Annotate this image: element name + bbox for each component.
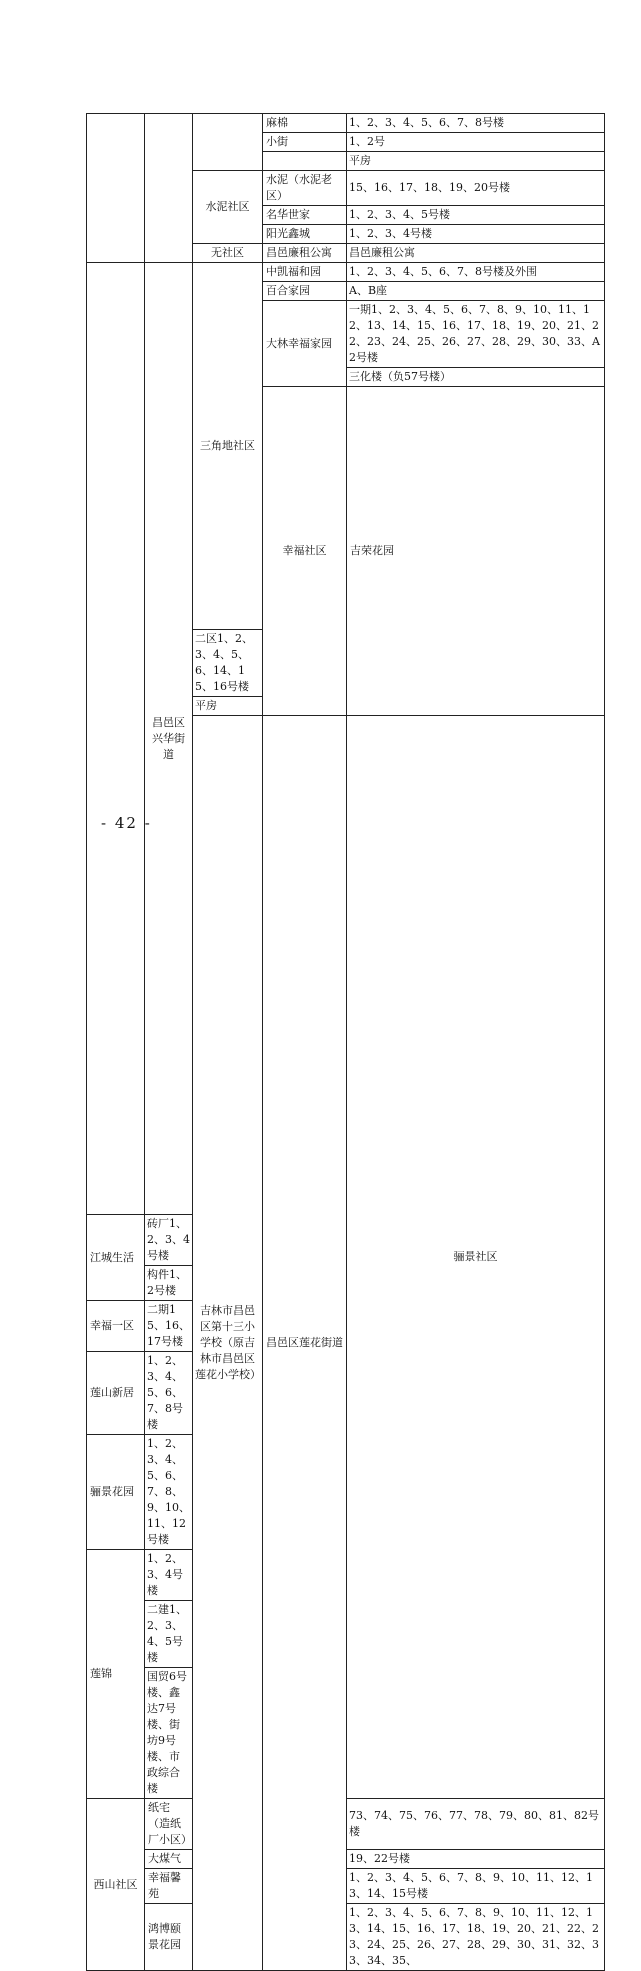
building-cell: 三化楼（负57号楼） bbox=[347, 368, 605, 387]
estate-cell: 水泥（水泥老区） bbox=[263, 171, 347, 206]
community-cell: 西山社区 bbox=[87, 1799, 145, 1971]
estate-cell: 幸福一区 bbox=[87, 1301, 145, 1352]
community-cell: 三角地社区 bbox=[193, 263, 263, 630]
building-cell: 19、22号楼 bbox=[347, 1850, 605, 1869]
estate-cell: 江城生活 bbox=[87, 1215, 145, 1301]
community-cell: 无社区 bbox=[193, 244, 263, 263]
building-cell: 二建1、2、3、4、5号楼 bbox=[145, 1601, 193, 1668]
estate-cell: 中凯福和园 bbox=[263, 263, 347, 282]
building-cell: 1、2、3、4、5、6、7、8、9、10、11、12号楼 bbox=[145, 1435, 193, 1550]
estate-cell: 阳光鑫城 bbox=[263, 225, 347, 244]
community-cell: 幸福社区 bbox=[263, 387, 347, 716]
building-cell: 昌邑廉租公寓 bbox=[347, 244, 605, 263]
building-cell: 1、2、3、4、5、6、7、8号楼 bbox=[145, 1352, 193, 1435]
page-number: - 42 - bbox=[101, 814, 152, 832]
estate-cell: 纸宅（造纸厂小区） bbox=[145, 1799, 193, 1850]
street-cell: 昌邑区兴华街道 bbox=[145, 263, 193, 1215]
building-cell: 1、2、3、4、5号楼 bbox=[347, 206, 605, 225]
school-cell bbox=[87, 263, 145, 1215]
building-cell: 构件1、2号楼 bbox=[145, 1266, 193, 1301]
table-row bbox=[87, 114, 605, 133]
school-cell: 吉林市昌邑区第十三小学校（原吉林市昌邑区莲花小学校） bbox=[193, 716, 263, 1971]
building-cell: 1、2、3、4、5、6、7、8、9、10、11、12、13、14、15号楼 bbox=[347, 1869, 605, 1904]
building-cell: 二区1、2、3、4、5、6、14、15、16号楼 bbox=[193, 630, 263, 697]
estate-cell: 麻棉 bbox=[263, 114, 347, 133]
building-cell: 1、2、3、4、5、6、7、8号楼及外围 bbox=[347, 263, 605, 282]
building-cell: 1、2、3、4、5、6、7、8、9、10、11、12、13、14、15、16、17、18、19、20、21、22、23、24、25、26、27、28、29、30、31、32、33、34、35、 bbox=[347, 1904, 605, 1971]
community-cell: 骊景社区 bbox=[347, 716, 605, 1799]
building-cell: 15、16、17、18、19、20号楼 bbox=[347, 171, 605, 206]
district-table bbox=[86, 113, 605, 1971]
building-cell: A、B座 bbox=[347, 282, 605, 301]
community-cell bbox=[193, 114, 263, 171]
table-row bbox=[87, 263, 605, 282]
estate-cell: 大林幸福家园 bbox=[263, 301, 347, 387]
estate-cell: 百合家园 bbox=[263, 282, 347, 301]
building-cell: 平房 bbox=[193, 697, 263, 716]
estate-cell: 小街 bbox=[263, 133, 347, 152]
building-cell: 平房 bbox=[347, 152, 605, 171]
estate-cell: 鸿博颐景花园 bbox=[145, 1904, 193, 1971]
street-cell bbox=[145, 114, 193, 263]
building-cell: 国贸6号楼、鑫达7号楼、街坊9号楼、市政综合楼 bbox=[145, 1668, 193, 1799]
estate-cell: 吉荣花园 bbox=[347, 387, 605, 716]
building-cell: 二期15、16、17号楼 bbox=[145, 1301, 193, 1352]
estate-cell: 名华世家 bbox=[263, 206, 347, 225]
building-cell: 砖厂1、2、3、4号楼 bbox=[145, 1215, 193, 1266]
building-cell: 一期1、2、3、4、5、6、7、8、9、10、11、12、13、14、15、16、17、18、19、20、21、22、23、24、25、26、27、28、29、30、33、A2号楼 bbox=[347, 301, 605, 368]
building-cell: 73、74、75、76、77、78、79、80、81、82号楼 bbox=[347, 1799, 605, 1850]
estate-cell: 莲锦 bbox=[87, 1550, 145, 1799]
community-cell: 水泥社区 bbox=[193, 171, 263, 244]
estate-cell: 大煤气 bbox=[145, 1850, 193, 1869]
estate-cell: 莲山新居 bbox=[87, 1352, 145, 1435]
building-cell: 1、2、3、4、5、6、7、8号楼 bbox=[347, 114, 605, 133]
building-cell: 1、2号 bbox=[347, 133, 605, 152]
estate-cell bbox=[263, 152, 347, 171]
street-cell: 昌邑区莲花街道 bbox=[263, 716, 347, 1971]
school-cell bbox=[87, 114, 145, 263]
building-cell: 1、2、3、4号楼 bbox=[145, 1550, 193, 1601]
estate-cell: 骊景花园 bbox=[87, 1435, 145, 1550]
estate-cell: 幸福馨苑 bbox=[145, 1869, 193, 1904]
building-cell: 1、2、3、4号楼 bbox=[347, 225, 605, 244]
estate-cell: 昌邑廉租公寓 bbox=[263, 244, 347, 263]
